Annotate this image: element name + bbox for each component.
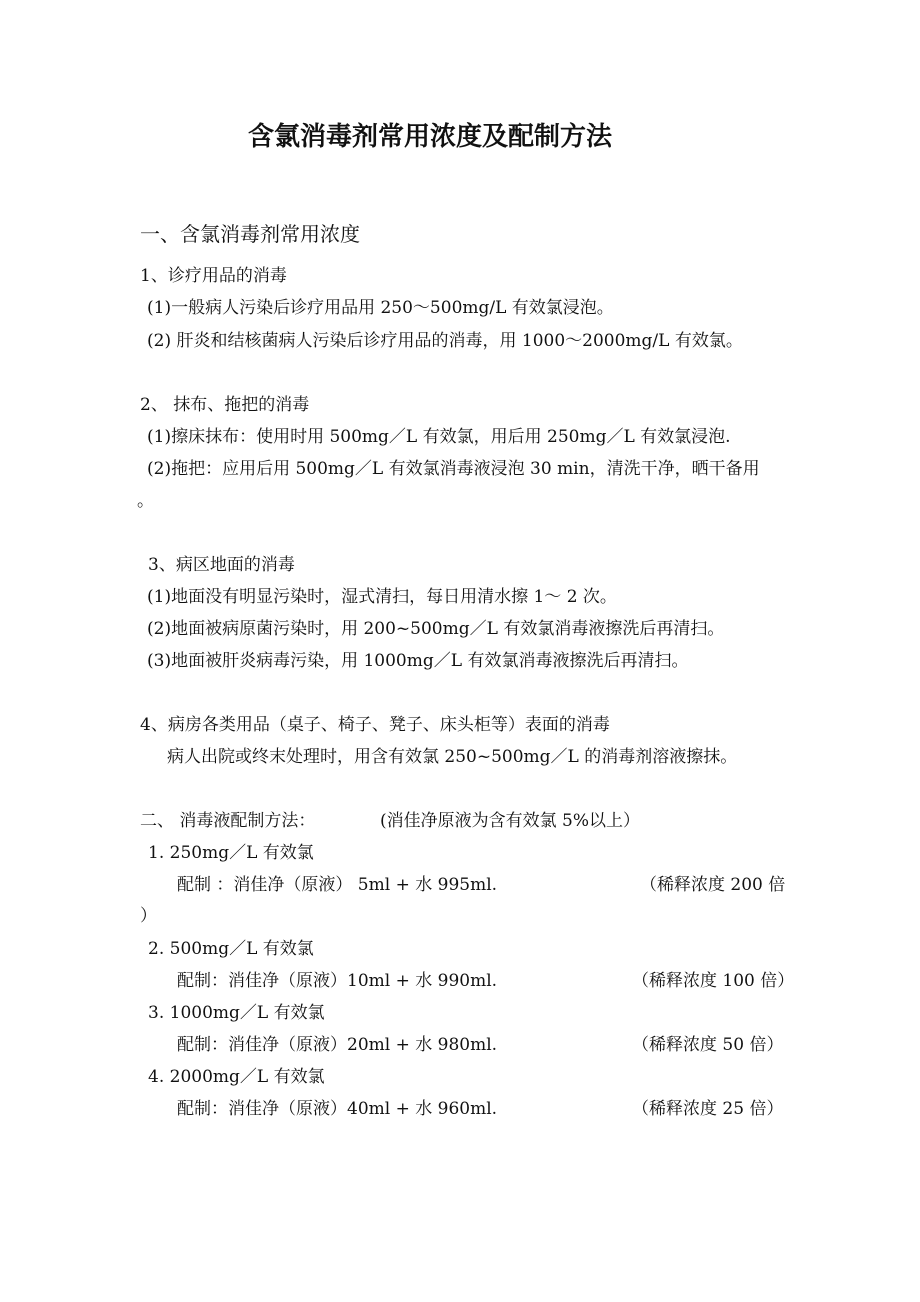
list-item-continuation: 。 <box>137 491 154 511</box>
page-title: 含氯消毒剂常用浓度及配制方法 <box>247 122 612 152</box>
prep-item-ratio: （稀释浓度 50 倍） <box>632 1035 784 1055</box>
section-heading-concentrations: 一、含氯消毒剂常用浓度 <box>140 222 360 246</box>
prep-item-method: 配制 ：消佳净（原液） 5ml + 水 995ml. <box>177 875 498 895</box>
prep-item-ratio: （稀释浓度 200 倍 <box>640 875 786 895</box>
prep-item-title: 1. 250mg／L 有效氯 <box>148 843 314 863</box>
prep-item-ratio-continuation: ） <box>140 906 157 926</box>
section-heading-preparation: 二、 消毒液配制方法： <box>140 811 316 831</box>
list-item: (1)擦床抹布：使用时用 500mg／L 有效氯，用后用 250mg／L 有效氯浸泡. <box>147 427 731 447</box>
prep-item-ratio: （稀释浓度 25 倍） <box>632 1099 784 1119</box>
list-item: (1)一般病人污染后诊疗用品用 250～500mg/L 有效氯浸泡。 <box>147 298 614 318</box>
prep-item-method: 配制：消佳净（原液）10ml + 水 990ml. <box>177 971 498 991</box>
list-item: (1)地面没有明显污染时，湿式清扫，每日用清水擦 1～ 2 次。 <box>147 587 617 607</box>
list-item: (2)拖把：应用后用 500mg／L 有效氯消毒液浸泡 30 min，清洗干净，晒干备用 <box>147 459 760 479</box>
paragraph: 病人出院或终末处理时，用含有效氯 250~500mg／L 的消毒剂溶液擦抹。 <box>167 747 738 767</box>
prep-item-method: 配制：消佳净（原液）20ml + 水 980ml. <box>177 1035 498 1055</box>
prep-item-method: 配制：消佳净（原液）40ml + 水 960ml. <box>177 1099 498 1119</box>
subsection-heading-floor: 3、病区地面的消毒 <box>148 555 295 575</box>
subsection-heading-medical-items: 1、诊疗用品的消毒 <box>140 266 287 286</box>
prep-item-title: 2. 500mg／L 有效氯 <box>148 939 314 959</box>
prep-item-title: 4. 2000mg／L 有效氯 <box>148 1067 325 1087</box>
subsection-heading-cloth-mop: 2、 抹布、拖把的消毒 <box>140 395 310 415</box>
list-item: (2) 肝炎和结核菌病人污染后诊疗用品的消毒，用 1000～2000mg/L 有效氯。 <box>147 331 743 351</box>
prep-item-title: 3. 1000mg／L 有效氯 <box>148 1003 325 1023</box>
list-item: (3)地面被肝炎病毒污染，用 1000mg／L 有效氯消毒液擦洗后再清扫。 <box>147 651 689 671</box>
prep-item-ratio: （稀释浓度 100 倍） <box>632 971 795 991</box>
preparation-note: (消佳净原液为含有效氯 5%以上） <box>380 811 641 831</box>
subsection-heading-ward-surfaces: 4、病房各类用品（桌子、椅子、凳子、床头柜等）表面的消毒 <box>140 715 610 735</box>
list-item: (2)地面被病原菌污染时，用 200~500mg／L 有效氯消毒液擦洗后再清扫。 <box>147 619 725 639</box>
